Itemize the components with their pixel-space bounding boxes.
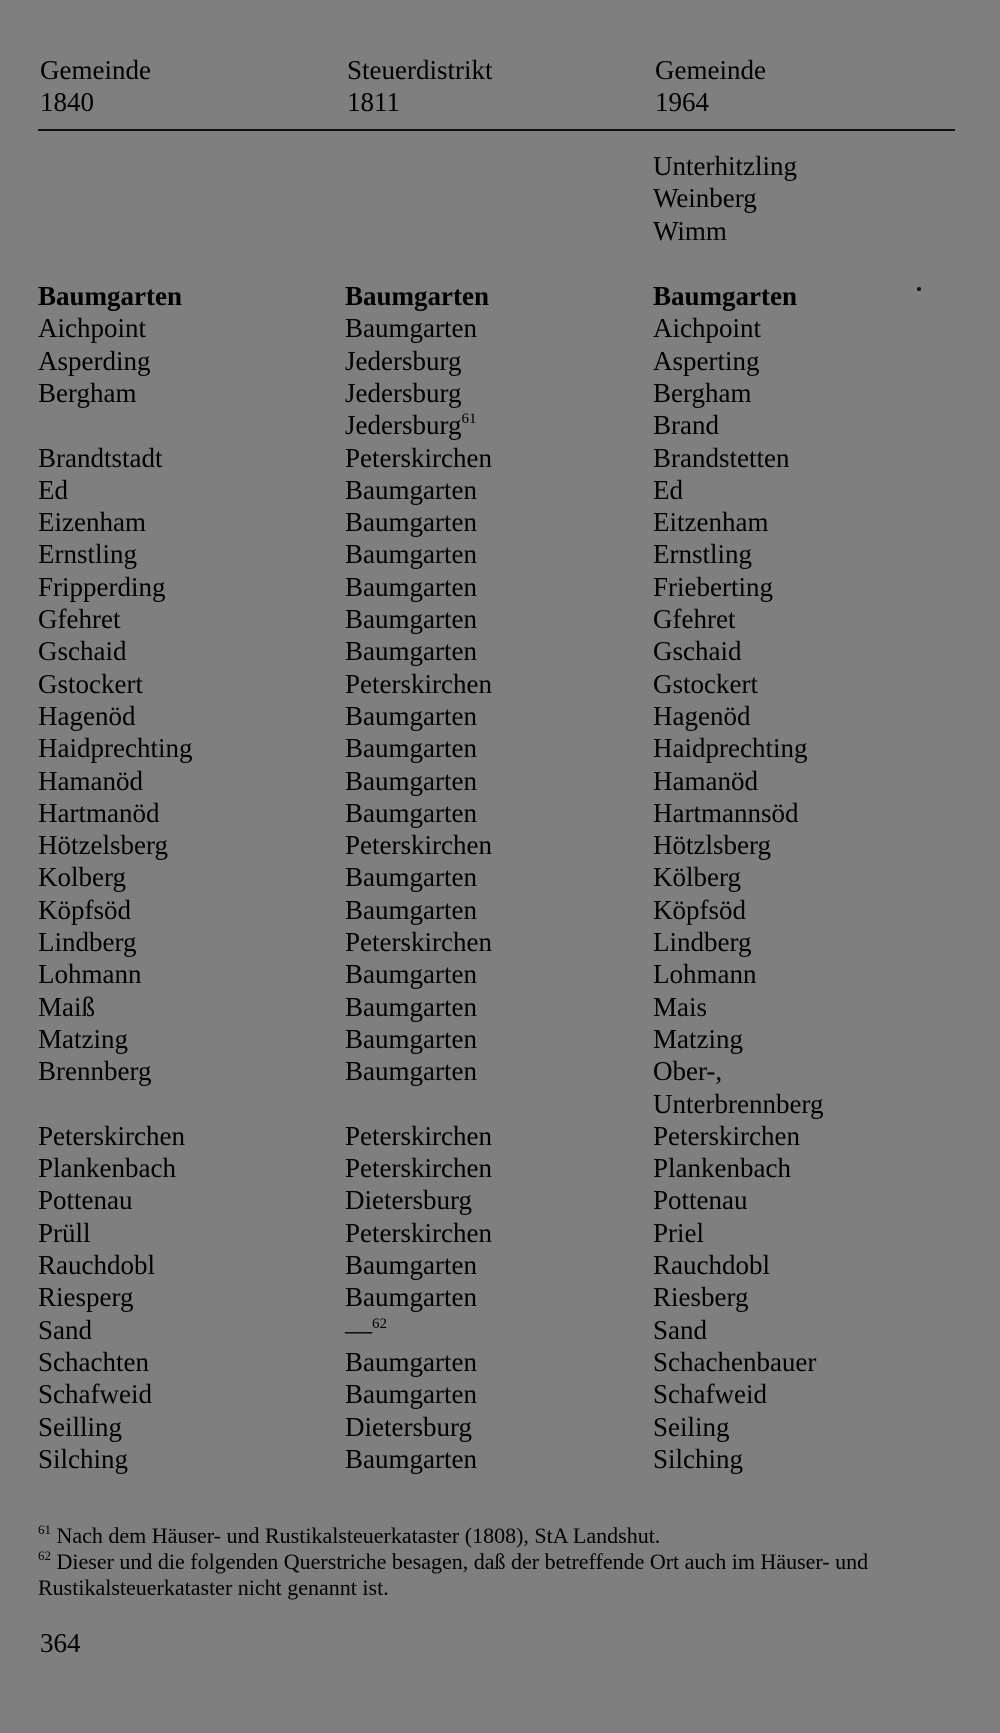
cell-gemeinde-1964 [653, 280, 797, 312]
cell-gemeinde-1964 [653, 182, 757, 214]
table-row [0, 991, 1000, 1023]
cell-text: Ernstling [653, 539, 752, 570]
cell-text: Plankenbach [38, 1153, 176, 1184]
table-row [0, 765, 1000, 797]
cell-text: Baumgarten [653, 281, 797, 311]
table-row [0, 280, 1000, 312]
cell-gemeinde-1840 [38, 1281, 134, 1313]
cell-steuerdistrikt-1811 [345, 958, 477, 990]
cell-text: Matzing [653, 1023, 743, 1054]
cell-gemeinde-1840 [38, 506, 146, 538]
table-row [0, 1346, 1000, 1378]
cell-steuerdistrikt-1811 [345, 829, 492, 861]
cell-text: Aichpoint [653, 313, 761, 344]
cell-gemeinde-1964 [653, 1120, 800, 1152]
table-row [0, 1184, 1000, 1216]
cell-gemeinde-1840 [38, 635, 126, 667]
cell-text: Rauchdobl [653, 1250, 770, 1280]
cell-text: Hagenöd [653, 700, 751, 731]
cell-steuerdistrikt-1811 [345, 1023, 477, 1055]
cell-text: Baumgarten [345, 700, 477, 731]
cell-text: Gstockert [653, 668, 758, 699]
cell-text: Bergham [653, 377, 752, 408]
cell-steuerdistrikt-1811 [345, 1281, 477, 1313]
footnote-text: Dieser und die folgenden Querstriche besagen, daß der betreffende Ort auch im Häuser- und Rustikalsteuerkataster nicht genannt ist. [38, 1549, 869, 1600]
cell-steuerdistrikt-1811 [345, 635, 477, 667]
cell-steuerdistrikt-1811 [345, 1411, 472, 1443]
cell-steuerdistrikt-1811 [345, 732, 477, 764]
footnote-marker: 62 [372, 1315, 387, 1332]
table-row [0, 1411, 1000, 1443]
cell-gemeinde-1964 [653, 312, 761, 344]
table-row [0, 312, 1000, 344]
cell-text: — [345, 1314, 372, 1345]
cell-gemeinde-1840 [38, 442, 162, 474]
cell-text: Haidprechting [653, 733, 808, 764]
cell-text: Ober-, [653, 1056, 723, 1087]
table-row [0, 1055, 1000, 1087]
cell-steuerdistrikt-1811 [345, 345, 461, 377]
cell-text: Hartmannsöd [653, 797, 799, 828]
cell-text: Gfehret [38, 604, 121, 634]
cell-gemeinde-1964 [653, 732, 807, 764]
table-row [0, 861, 1000, 893]
cell-text: Baumgarten [345, 636, 477, 667]
cell-text: Prüll [38, 1217, 91, 1248]
cell-text: Weinberg [653, 183, 757, 214]
cell-gemeinde-1964 [653, 1217, 704, 1249]
cell-text: Lohmann [653, 959, 757, 990]
cell-text: Baumgarten [345, 474, 477, 505]
header-year: 1840 [40, 87, 94, 117]
cell-text: Gschaid [38, 636, 127, 667]
cell-text: Seilling [38, 1411, 123, 1442]
cell-text: Peterskirchen [345, 1153, 492, 1184]
cell-text: Köpfsöd [38, 894, 131, 925]
table-row [0, 603, 1000, 635]
cell-text: Aichpoint [38, 313, 146, 344]
cell-text: Brand [653, 410, 719, 441]
header-year: 1964 [655, 87, 709, 117]
cell-text: Hötzlsberg [653, 830, 771, 861]
table-row [0, 150, 1000, 182]
cell-steuerdistrikt-1811 [345, 894, 477, 926]
cell-text: Silching [38, 1443, 129, 1474]
cell-text: Peterskirchen [345, 1217, 492, 1248]
cell-steuerdistrikt-1811 [345, 1120, 492, 1152]
cell-text: Schafweid [653, 1379, 767, 1410]
cell-text: Haidprechting [38, 733, 193, 764]
cell-gemeinde-1964 [653, 538, 752, 570]
cell-text: Baumgarten [345, 765, 477, 796]
cell-text: Baumgarten [345, 1346, 477, 1377]
cell-steuerdistrikt-1811 [345, 1346, 477, 1378]
cell-steuerdistrikt-1811 [345, 506, 477, 538]
cell-steuerdistrikt-1811 [345, 474, 477, 506]
table-row [0, 409, 1000, 441]
table-row [0, 1249, 1000, 1281]
cell-gemeinde-1840 [38, 1152, 176, 1184]
cell-text: Unterbrennberg [653, 1088, 824, 1119]
table-row [0, 345, 1000, 377]
table-row [0, 829, 1000, 861]
cell-gemeinde-1964 [653, 215, 727, 247]
cell-gemeinde-1964 [653, 991, 707, 1023]
cell-steuerdistrikt-1811 [345, 926, 492, 958]
cell-gemeinde-1964 [653, 861, 741, 893]
cell-gemeinde-1840 [38, 1378, 152, 1410]
cell-steuerdistrikt-1811 [345, 668, 492, 700]
cell-gemeinde-1840 [38, 926, 136, 958]
cell-text: Seiling [653, 1411, 730, 1442]
cell-text: Sand [653, 1314, 707, 1345]
cell-text: Gstockert [38, 668, 143, 699]
cell-text: Baumgarten [345, 797, 477, 828]
footnote [38, 1549, 958, 1601]
header-year: 1811 [347, 87, 400, 117]
table-row [0, 926, 1000, 958]
cell-text: Asperting [653, 345, 760, 376]
cell-text: Rauchdobl [38, 1250, 155, 1280]
cell-text: Riesperg [38, 1282, 134, 1313]
cell-gemeinde-1840 [38, 1314, 92, 1346]
cell-gemeinde-1964 [653, 150, 797, 182]
cell-text: Schachenbauer [653, 1346, 817, 1377]
cell-text: Peterskirchen [345, 830, 492, 861]
table-row [0, 1217, 1000, 1249]
cell-text: Hötzelsberg [38, 830, 168, 861]
cell-gemeinde-1840 [38, 668, 143, 700]
cell-text: Eizenham [38, 507, 146, 538]
cell-gemeinde-1964 [653, 926, 751, 958]
table-row [0, 182, 1000, 214]
cell-text: Peterskirchen [38, 1120, 185, 1151]
cell-text: Pottenau [653, 1185, 748, 1216]
cell-text: Gfehret [653, 604, 736, 634]
cell-gemeinde-1840 [38, 345, 150, 377]
cell-gemeinde-1840 [38, 861, 126, 893]
table-row [0, 668, 1000, 700]
cell-gemeinde-1840 [38, 571, 166, 603]
table-row [0, 1281, 1000, 1313]
cell-gemeinde-1964 [653, 1378, 767, 1410]
cell-text: Bergham [38, 377, 137, 408]
cell-text: Baumgarten [345, 862, 477, 893]
cell-text: Jedersburg [345, 377, 462, 408]
cell-gemeinde-1840 [38, 377, 136, 409]
cell-text: Brennberg [38, 1056, 152, 1087]
table-row [0, 700, 1000, 732]
cell-text: Unterhitzling [653, 151, 797, 181]
cell-text: Riesberg [653, 1282, 749, 1313]
cell-text: Silching [653, 1443, 744, 1474]
cell-gemeinde-1964 [653, 409, 719, 441]
print-speck [917, 287, 921, 291]
cell-text: Brandtstadt [38, 442, 163, 473]
cell-text: Peterskirchen [345, 927, 492, 957]
cell-gemeinde-1964 [653, 958, 756, 990]
cell-text: Kolberg [38, 862, 126, 893]
cell-gemeinde-1964 [653, 829, 771, 861]
cell-gemeinde-1964 [653, 345, 759, 377]
cell-text: Baumgarten [345, 733, 477, 764]
cell-gemeinde-1840 [38, 1184, 133, 1216]
table-row [0, 1120, 1000, 1152]
cell-text: Baumgarten [345, 571, 477, 602]
cell-gemeinde-1964 [653, 1249, 770, 1281]
cell-text: Peterskirchen [345, 442, 492, 473]
cell-text: Peterskirchen [345, 1120, 492, 1151]
cell-text: Peterskirchen [653, 1120, 800, 1151]
table-row [0, 1152, 1000, 1184]
cell-gemeinde-1840 [38, 474, 68, 506]
cell-gemeinde-1840 [38, 1443, 128, 1475]
table-row [0, 732, 1000, 764]
cell-text: Maiß [38, 991, 95, 1022]
cell-text: Priel [653, 1217, 704, 1248]
cell-text: Mais [653, 991, 707, 1022]
table-row [0, 215, 1000, 247]
cell-steuerdistrikt-1811 [345, 1443, 477, 1475]
table-row [0, 474, 1000, 506]
footnote-mark: 62 [38, 1548, 51, 1563]
cell-gemeinde-1964 [653, 668, 758, 700]
cell-text: Hamanöd [38, 765, 143, 796]
cell-text: Schachten [38, 1346, 149, 1377]
cell-text: Baumgarten [345, 1282, 477, 1313]
cell-gemeinde-1964 [653, 1411, 730, 1443]
cell-text: Baumgarten [345, 959, 477, 990]
cell-text: Baumgarten [345, 507, 477, 538]
cell-gemeinde-1840 [38, 280, 182, 312]
cell-text: Baumgarten [345, 1443, 477, 1474]
footnote [38, 1523, 958, 1549]
cell-text: Frieberting [653, 571, 773, 602]
header-title: Gemeinde [40, 55, 151, 85]
cell-text: Baumgarten [345, 1056, 477, 1087]
cell-text: Dietersburg [345, 1185, 472, 1216]
header-col-1811 [347, 54, 492, 118]
header-title: Steuerdistrikt [347, 55, 493, 85]
table-row [0, 506, 1000, 538]
cell-gemeinde-1964 [653, 894, 746, 926]
cell-gemeinde-1964 [653, 1023, 743, 1055]
cell-text: Hagenöd [38, 700, 136, 731]
table-row [0, 442, 1000, 474]
cell-gemeinde-1840 [38, 1023, 128, 1055]
cell-gemeinde-1840 [38, 1249, 155, 1281]
cell-gemeinde-1964 [653, 474, 683, 506]
cell-text: Kölberg [653, 862, 741, 893]
cell-text: Ed [38, 474, 68, 505]
cell-gemeinde-1964 [653, 1443, 743, 1475]
cell-steuerdistrikt-1811 [345, 1249, 477, 1281]
cell-text: Baumgarten [345, 894, 477, 925]
cell-steuerdistrikt-1811 [345, 991, 477, 1023]
cell-gemeinde-1840 [38, 312, 146, 344]
cell-gemeinde-1964 [653, 506, 768, 538]
cell-gemeinde-1840 [38, 829, 168, 861]
table-row [0, 1443, 1000, 1475]
table-row [0, 1088, 1000, 1120]
cell-text: Pottenau [38, 1185, 133, 1216]
cell-gemeinde-1964 [653, 765, 758, 797]
cell-gemeinde-1840 [38, 958, 141, 990]
cell-gemeinde-1840 [38, 1411, 122, 1443]
cell-text: Jedersburg [345, 410, 462, 441]
table-row [0, 635, 1000, 667]
cell-gemeinde-1964 [653, 603, 735, 635]
cell-gemeinde-1840 [38, 1346, 149, 1378]
cell-text: Asperding [38, 345, 151, 376]
cell-text: Gschaid [653, 636, 742, 667]
header-col-1840 [40, 54, 151, 118]
cell-text: Hamanöd [653, 765, 758, 796]
cell-text: Brandstetten [653, 442, 790, 473]
cell-gemeinde-1840 [38, 765, 143, 797]
cell-steuerdistrikt-1811 [345, 765, 477, 797]
cell-gemeinde-1840 [38, 1120, 185, 1152]
cell-steuerdistrikt-1811 [345, 409, 476, 441]
cell-steuerdistrikt-1811 [345, 538, 477, 570]
cell-text: Ed [653, 474, 683, 505]
cell-steuerdistrikt-1811 [345, 1184, 472, 1216]
cell-gemeinde-1840 [38, 991, 95, 1023]
footnote-marker: 61 [461, 411, 477, 428]
cell-text: Baumgarten [345, 1023, 477, 1054]
cell-gemeinde-1964 [653, 1088, 823, 1120]
cell-steuerdistrikt-1811 [345, 603, 477, 635]
cell-gemeinde-1840 [38, 538, 137, 570]
cell-steuerdistrikt-1811 [345, 1055, 477, 1087]
cell-text: Eitzenham [653, 507, 769, 538]
cell-text: Sand [38, 1314, 92, 1345]
cell-gemeinde-1840 [38, 732, 192, 764]
cell-steuerdistrikt-1811 [345, 1217, 492, 1249]
cell-gemeinde-1964 [653, 1346, 816, 1378]
cell-gemeinde-1840 [38, 700, 135, 732]
cell-text: Matzing [38, 1023, 128, 1054]
cell-steuerdistrikt-1811 [345, 861, 477, 893]
cell-text: Plankenbach [653, 1153, 791, 1184]
cell-steuerdistrikt-1811 [345, 280, 489, 312]
cell-gemeinde-1964 [653, 700, 750, 732]
cell-gemeinde-1840 [38, 797, 159, 829]
cell-text: Lindberg [38, 927, 137, 957]
cell-steuerdistrikt-1811 [345, 571, 477, 603]
cell-text: Baumgarten [345, 1250, 477, 1280]
cell-steuerdistrikt-1811 [345, 1152, 492, 1184]
cell-gemeinde-1964 [653, 442, 789, 474]
table-row [0, 377, 1000, 409]
cell-text: Baumgarten [345, 1379, 477, 1410]
table-row [0, 1023, 1000, 1055]
cell-text: Wimm [653, 215, 727, 246]
cell-text: Peterskirchen [345, 668, 492, 699]
table-row [0, 1378, 1000, 1410]
cell-text: Baumgarten [345, 604, 477, 634]
table-row [0, 958, 1000, 990]
cell-text: Baumgarten [345, 313, 477, 344]
cell-gemeinde-1964 [653, 635, 741, 667]
cell-text: Baumgarten [38, 281, 182, 311]
cell-gemeinde-1964 [653, 797, 798, 829]
cell-gemeinde-1840 [38, 603, 120, 635]
footnote-text: Nach dem Häuser- und Rustikalsteuerkataster (1808), StA Landshut. [56, 1523, 661, 1548]
cell-gemeinde-1964 [653, 571, 773, 603]
footnote-mark: 61 [38, 1522, 51, 1537]
cell-text: Baumgarten [345, 991, 477, 1022]
cell-text: Baumgarten [345, 539, 477, 570]
header-title: Gemeinde [655, 55, 766, 85]
table-row [0, 571, 1000, 603]
cell-gemeinde-1964 [653, 1281, 749, 1313]
table-row [0, 894, 1000, 926]
cell-gemeinde-1964 [653, 1152, 791, 1184]
cell-steuerdistrikt-1811 [345, 700, 477, 732]
cell-gemeinde-1964 [653, 1184, 748, 1216]
page-number: 364 [40, 1628, 81, 1658]
cell-text: Köpfsöd [653, 894, 746, 925]
cell-steuerdistrikt-1811 [345, 1378, 477, 1410]
table-row [0, 797, 1000, 829]
cell-text: Dietersburg [345, 1411, 472, 1442]
table-row [0, 538, 1000, 570]
cell-text: Jedersburg [345, 345, 462, 376]
table-row [0, 1314, 1000, 1346]
cell-gemeinde-1964 [653, 1055, 722, 1087]
cell-steuerdistrikt-1811 [345, 442, 492, 474]
cell-gemeinde-1964 [653, 377, 751, 409]
cell-text: Lohmann [38, 959, 142, 990]
cell-steuerdistrikt-1811 [345, 377, 461, 409]
cell-text: Lindberg [653, 927, 752, 957]
cell-gemeinde-1840 [38, 1055, 151, 1087]
cell-text: Schafweid [38, 1379, 152, 1410]
cell-steuerdistrikt-1811 [345, 1314, 387, 1346]
cell-steuerdistrikt-1811 [345, 312, 477, 344]
cell-text: Fripperding [38, 571, 166, 602]
cell-gemeinde-1840 [38, 1217, 91, 1249]
header-rule [38, 129, 955, 131]
cell-text: Hartmanöd [38, 797, 160, 828]
cell-gemeinde-1840 [38, 894, 131, 926]
cell-text: Baumgarten [345, 281, 489, 311]
header-col-1964 [655, 54, 766, 118]
cell-text: Ernstling [38, 539, 137, 570]
cell-steuerdistrikt-1811 [345, 797, 477, 829]
cell-gemeinde-1964 [653, 1314, 707, 1346]
